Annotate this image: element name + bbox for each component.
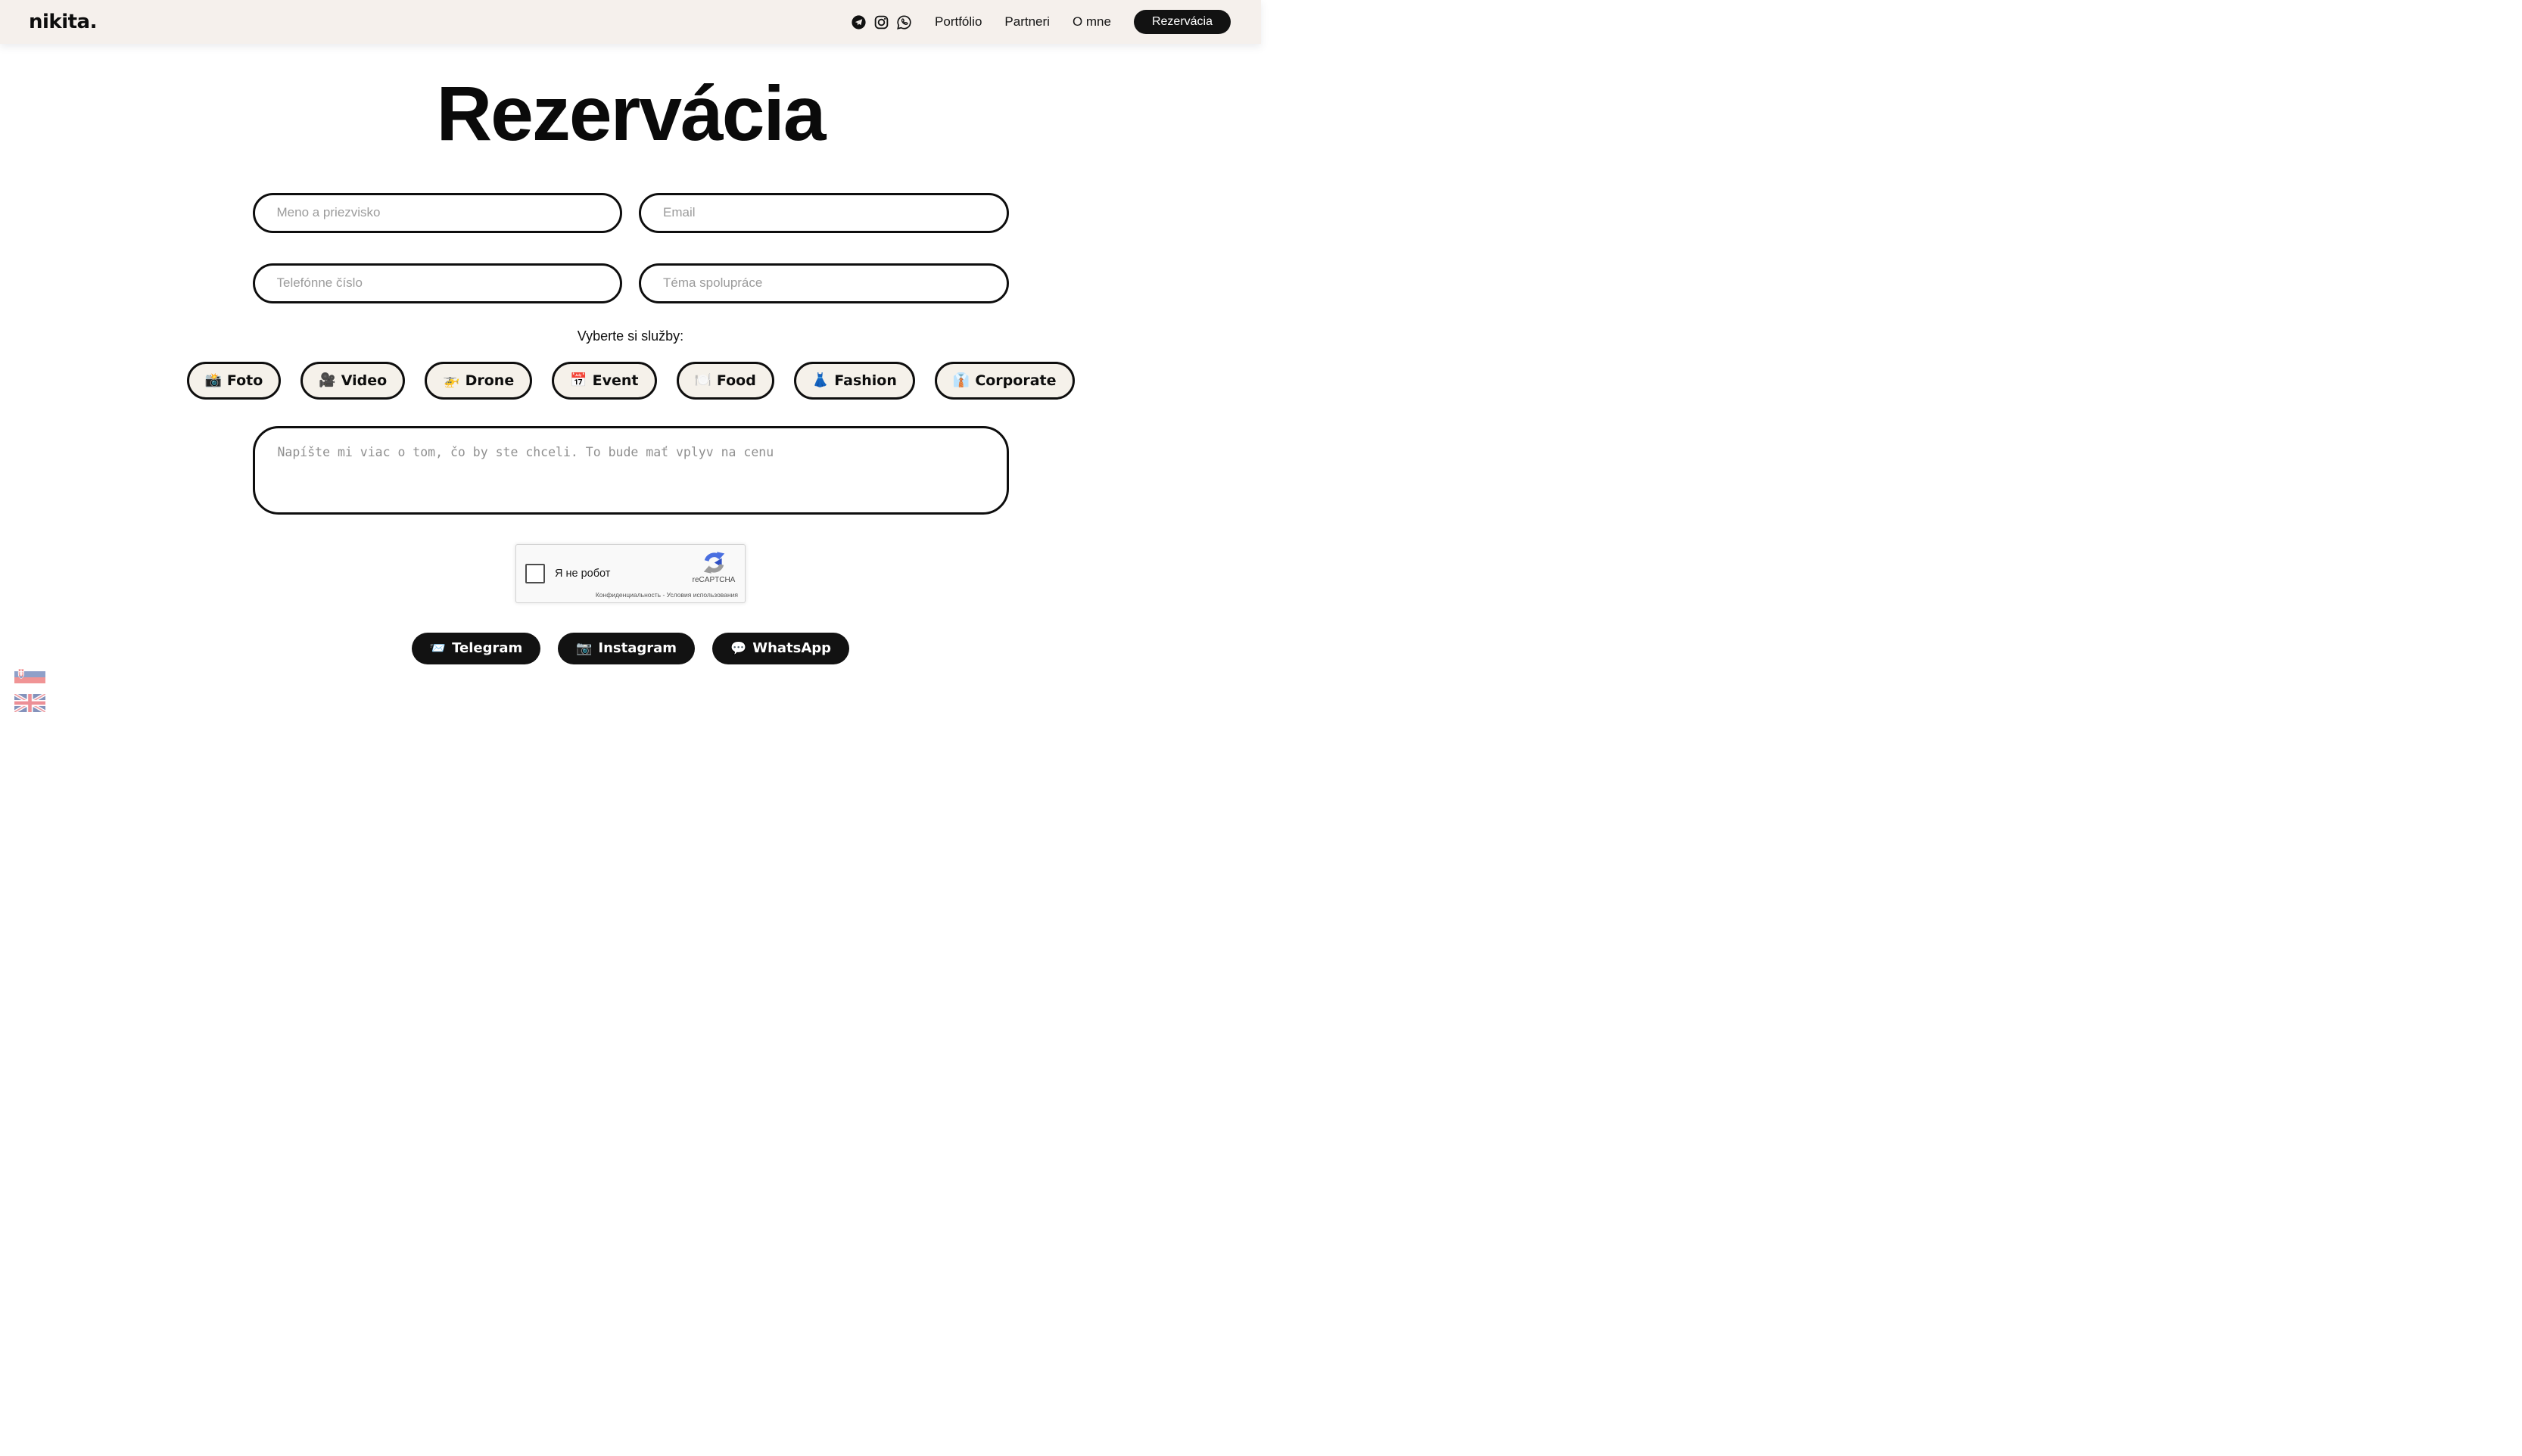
recaptcha-privacy-link[interactable]: Конфиденциальность [595,590,662,599]
chip-label: Corporate [975,372,1057,389]
service-chip-video[interactable] [300,362,405,400]
recaptcha-terms [596,591,738,599]
telegram-icon[interactable] [851,14,867,30]
services-label: Vyberte si služby: [577,328,684,344]
calendar-icon: 📅 [570,372,587,389]
nav-o-mne[interactable]: O mne [1072,14,1111,29]
header-right [851,10,1231,34]
recaptcha-terms-link[interactable]: Условия использования [666,590,738,599]
recaptcha-checkbox[interactable] [525,564,545,583]
service-chip-corporate[interactable] [935,362,1075,400]
header-rezervacia-button[interactable]: Rezervácia [1134,10,1231,34]
recaptcha-logo [692,550,736,584]
envelope-icon: 📨 [429,640,447,656]
service-chip-foto[interactable] [187,362,282,400]
telegram-button-label: Telegram [452,640,523,657]
header [0,0,1261,44]
whatsapp-button[interactable] [712,633,849,664]
inputs-grid [253,193,1009,303]
topic-field[interactable] [639,263,1009,303]
email-field[interactable] [639,193,1009,233]
brand-logo[interactable]: nikita. [29,11,97,33]
phone-field[interactable] [253,263,623,303]
camera-icon: 📷 [576,640,593,656]
name-field[interactable] [253,193,623,233]
booking-form [204,193,1057,664]
speech-balloon-icon: 💬 [730,640,747,656]
services-chips [204,362,1057,400]
chip-label: Video [341,372,388,389]
chip-label: Fashion [834,372,897,389]
uk-flag[interactable] [14,694,45,712]
language-switcher [14,665,45,712]
contact-buttons [253,633,1009,664]
instagram-icon[interactable] [873,14,889,30]
recaptcha-logo-icon [702,550,727,575]
fork-knife-plate-icon: 🍽️ [694,372,711,389]
page-title: Rezervácia [436,70,825,157]
instagram-button-label: Instagram [598,640,677,657]
message-textarea[interactable] [253,426,1009,515]
telegram-button[interactable] [412,633,540,664]
recaptcha-widget [515,544,746,603]
dress-icon: 👗 [811,372,830,389]
whatsapp-icon[interactable] [896,14,912,30]
helicopter-icon: 🚁 [443,372,460,389]
chip-label: Drone [465,372,515,389]
service-chip-fashion[interactable] [794,362,915,400]
whatsapp-button-label: WhatsApp [752,640,832,657]
chip-label: Event [592,372,639,389]
recaptcha-label: Я не робот [555,567,611,580]
slovak-flag[interactable] [14,665,45,683]
recaptcha-separator: - [661,590,667,599]
service-chip-drone[interactable] [425,362,532,400]
movie-camera-icon: 🎥 [319,372,336,389]
service-chip-food[interactable] [677,362,774,400]
chip-label: Food [716,372,756,389]
nav-partneri[interactable]: Partneri [1004,14,1050,29]
camera-flash-icon: 📸 [204,372,222,389]
instagram-button[interactable] [558,633,695,664]
necktie-icon: 👔 [952,372,970,389]
chip-label: Foto [226,372,263,389]
nav-portfolio[interactable]: Portfólio [935,14,982,29]
recaptcha-brand: reCAPTCHA [692,575,736,584]
service-chip-event[interactable] [552,362,656,400]
